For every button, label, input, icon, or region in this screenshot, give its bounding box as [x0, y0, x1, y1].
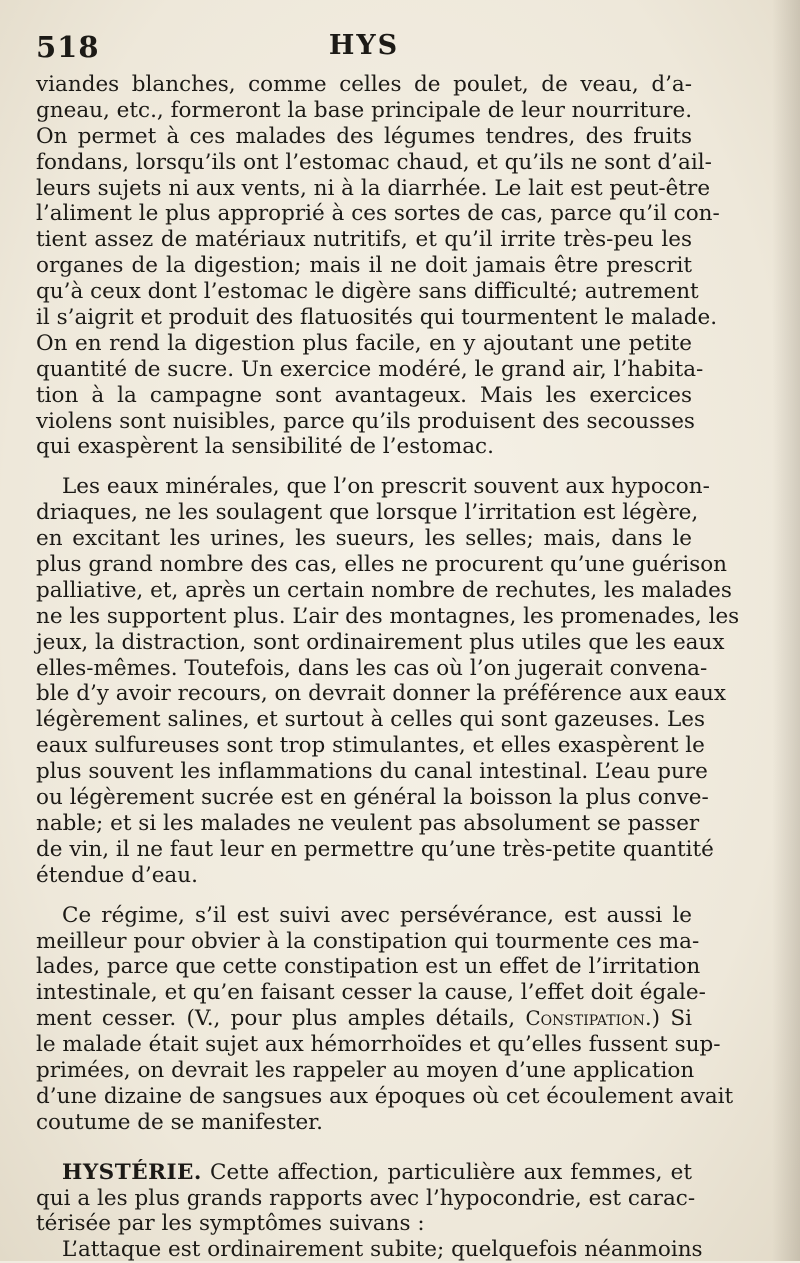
text-line: Les eaux minérales, que l’on prescrit souvent aux hypocon- [62, 474, 710, 500]
running-title: HYS [328, 30, 400, 61]
page-number: 518 [36, 30, 100, 64]
running-head [36, 30, 692, 66]
text-line: Ce régime, s’il est suivi avec persévérance, est aussi le [62, 902, 692, 928]
text-line: d’une dizaine de sangsues aux époques où cet écoulement avait [36, 1083, 734, 1109]
cross-reference: Constipation [525, 1007, 645, 1031]
text-line: meilleur pour obvier à la constipation qui tourmente ces ma- [36, 928, 700, 954]
text-line: ment cesser. (V., pour plus amples détails, Constipation.) Si [36, 1006, 692, 1032]
text-line: lades, parce que cette constipation est un effet de l’irritation [36, 954, 701, 980]
text-line: ble d’y avoir recours, on devrait donner la préférence aux eaux [36, 681, 726, 707]
text-line: violens sont nuisibles, parce qu’ils produisent des secousses [36, 408, 695, 434]
paragraph-3 [36, 902, 734, 1136]
text-line: qui exaspèrent la sensibilité de l’estomac. [36, 434, 494, 460]
text-line: gneau, etc., formeront la base principale de leur nourriture. [36, 97, 693, 123]
text-line: leurs sujets ni aux vents, ni à la diarrhée. Le lait est peut-être [36, 175, 711, 201]
text-line: tient assez de matériaux nutritifs, et qu’il irrite très-peu les [36, 227, 692, 253]
paragraph-2 [36, 474, 740, 888]
text-line: ne les supportent plus. L’air des montagnes, les promenades, les [36, 603, 740, 629]
text-line: On permet à ces malades des légumes tendres, des fruits [36, 123, 692, 149]
text-line: il s’aigrit et produit des flatuosités qui tourmentent le malade. [36, 305, 718, 331]
text-line: légèrement salines, et surtout à celles qui sont gazeuses. Les [36, 707, 706, 733]
text-line: de vin, il ne faut leur en permettre qu’une très-petite quantité [36, 836, 714, 862]
page-edge-shadow [772, 0, 800, 1261]
text-line: eaux sulfureuses sont trop stimulantes, et elles exaspèrent le [36, 733, 705, 759]
text-line: quantité de sucre. Un exercice modéré, le grand air, l’habita- [36, 356, 704, 382]
text-line: coutume de se manifester. [36, 1109, 323, 1135]
text-line: On en rend la digestion plus facile, en y ajoutant une petite [36, 330, 692, 356]
entry-headword: HYSTÉRIE. [62, 1159, 202, 1185]
text-line: qui a les plus grands rapports avec l’hypocondrie, est carac- [36, 1185, 696, 1211]
text-line: organes de la digestion; mais il ne doit jamais être prescrit [36, 253, 692, 279]
text-line: HYSTÉRIE. Cette affection, particulière aux femmes, et [62, 1159, 692, 1185]
text-line: fondans, lorsqu’ils ont l’estomac chaud, et qu’ils ne sont d’ail- [36, 149, 712, 175]
text-line: l’aliment le plus approprié à ces sortes de cas, parce qu’il con- [36, 201, 720, 227]
paragraph-1 [36, 72, 720, 460]
text-line: ou légèrement sucrée est en général la boisson la plus conve- [36, 785, 709, 811]
text-body [36, 72, 740, 1263]
text-line: viandes blanches, comme celles de poulet, de veau, d’a- [36, 72, 692, 97]
text-line: le malade était sujet aux hémorrhoïdes et qu’elles fussent sup- [36, 1032, 721, 1058]
text-line: en excitant les urines, les sueurs, les selles; mais, dans le [36, 526, 692, 552]
text-line: intestinale, et qu’en faisant cesser la cause, l’effet doit égale- [36, 980, 706, 1006]
text-line: primées, on devrait les rappeler au moyen d’une application [36, 1057, 695, 1083]
text-line: tion à la campagne sont avantageux. Mais les exercices [36, 382, 692, 408]
text-line: térisée par les symptômes suivans : [36, 1211, 425, 1237]
text-line: jeux, la distraction, sont ordinairement plus utiles que les eaux [36, 629, 725, 655]
text-line: driaques, ne les soulagent que lorsque l’irritation est légère, [36, 500, 699, 526]
text-line: nable; et si les malades ne veulent pas absolument se passer [36, 810, 700, 836]
text-line: qu’à ceux dont l’estomac le digère sans difficulté; autrement [36, 279, 699, 305]
text-line: elles-mêmes. Toutefois, dans les cas où l’on jugerait convena- [36, 655, 708, 681]
text-line: palliative, et, après un certain nombre de rechutes, les malades [36, 577, 732, 603]
text-line: L’attaque est ordinairement subite; quelquefois néanmoins [62, 1237, 703, 1263]
dictionary-entry [36, 1159, 703, 1263]
text-line: étendue d’eau. [36, 862, 198, 888]
text-line: plus grand nombre des cas, elles ne procurent qu’une guérison [36, 552, 728, 578]
text-line: plus souvent les inflammations du canal intestinal. L’eau pure [36, 759, 708, 785]
